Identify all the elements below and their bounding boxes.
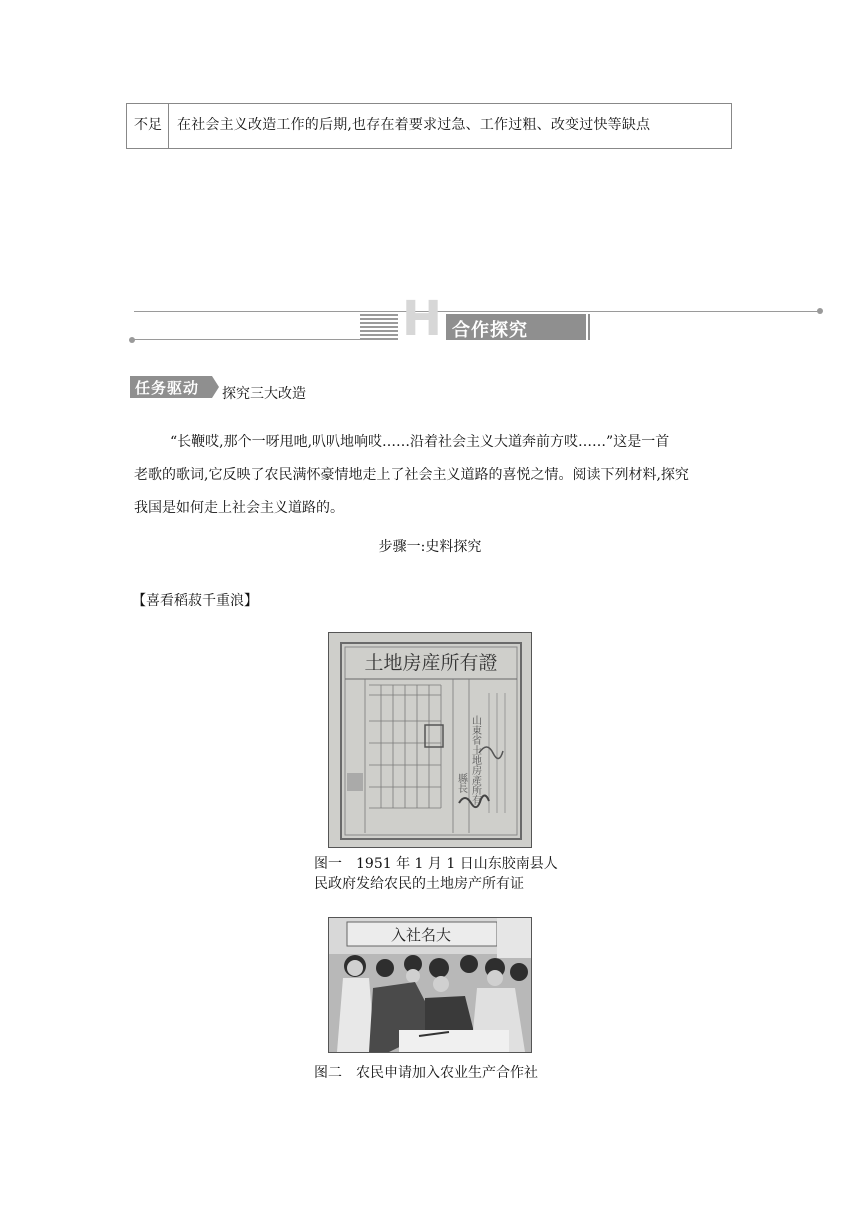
banner-rule-top [134, 311, 822, 312]
section-banner [446, 314, 586, 340]
banner-rule-dot-right [817, 308, 823, 314]
cooperative-illustration [329, 918, 531, 1052]
task-title: 探究三大改造 [222, 386, 306, 402]
intro-line-3: 我国是如何走上社会主义道路的。 [134, 500, 344, 516]
task-badge [130, 376, 212, 398]
intro-line-2: 老歌的歌词,它反映了农民满怀豪情地走上了社会主义道路的喜悦之情。阅读下列材料,探究 [134, 467, 689, 483]
land-certificate-illustration [329, 633, 531, 847]
cooperative-application-photo [328, 917, 532, 1053]
table-label: 不足 [134, 117, 162, 133]
table-content: 在社会主义改造工作的后期,也存在着要求过急、工作过粗、改变过快等缺点 [177, 117, 651, 133]
certificate-signature: 縣長 [455, 773, 467, 793]
summary-table [126, 103, 732, 149]
figure-1-caption-line-1: 图一 1951 年 1 月 1 日山东胶南县人 [314, 856, 558, 872]
table-label-cell [127, 104, 169, 148]
banner-rule-bottom [134, 339, 360, 340]
banner-sign-text: 入社名大 [390, 926, 452, 944]
task-badge-arrow [212, 376, 219, 398]
section-title: 合作探究 [452, 320, 528, 341]
figure-1-caption-line-2: 民政府发给农民的土地房产所有证 [314, 876, 524, 892]
step-heading: 步骤一:史料探究 [378, 539, 482, 555]
banner-stripes [360, 314, 398, 340]
banner-end-bar [588, 314, 590, 340]
banner-rule-dot-left [129, 337, 135, 343]
material-subheading: 【喜看稻菽千重浪】 [132, 593, 258, 609]
certificate-title: 土地房産所有證 [364, 652, 498, 674]
figure-2-caption: 图二 农民申请加入农业生产合作社 [314, 1065, 538, 1081]
intro-line-1: “长鞭哎,那个一呀甩吔,叭叭地响哎……沿着社会主义大道奔前方哎……”这是一首 [170, 434, 670, 450]
section-letter: H [401, 291, 443, 347]
task-badge-label: 任务驱动 [135, 379, 200, 397]
certificate-side-text: 山東省土地房產所有 [469, 715, 481, 805]
land-certificate-photo [328, 632, 532, 848]
